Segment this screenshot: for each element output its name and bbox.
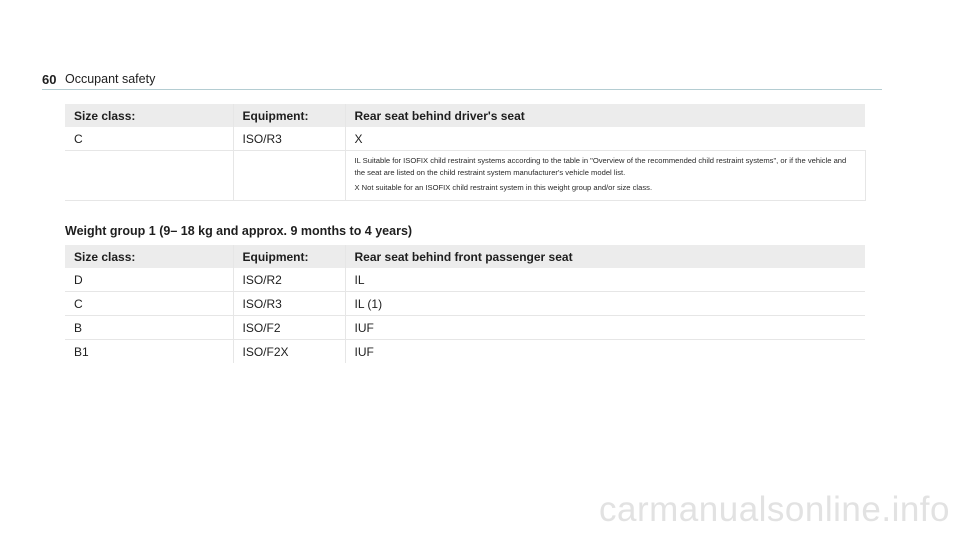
header-rule — [42, 89, 882, 90]
column-header-equipment: Equipment: — [233, 104, 345, 127]
page-header — [42, 68, 882, 90]
legend-note-x: X Not suitable for an ISOFIX child restraint system in this weight group and/or size class. — [354, 183, 653, 192]
table-header-row — [65, 245, 865, 268]
cell-size-class: C — [65, 292, 233, 316]
cell-suitability: IL — [345, 268, 865, 292]
empty-cell — [233, 151, 345, 201]
cell-size-class: D — [65, 268, 233, 292]
cell-equipment: ISO/F2 — [233, 316, 345, 340]
column-header-seat: Rear seat behind front passenger seat — [345, 245, 865, 268]
section-title: Occupant safety — [65, 72, 156, 86]
cell-equipment: ISO/R2 — [233, 268, 345, 292]
column-header-size-class: Size class: — [65, 245, 233, 268]
cell-size-class: C — [65, 127, 233, 151]
column-header-size-class: Size class: — [65, 104, 233, 127]
column-header-seat: Rear seat behind driver's seat — [345, 104, 865, 127]
cell-suitability: X — [345, 127, 865, 151]
cell-suitability: IUF — [345, 340, 865, 364]
legend-notes — [345, 151, 865, 201]
table-row — [65, 340, 865, 364]
weight-group-heading: Weight group 1 (9– 18 kg and approx. 9 months to 4 years) — [65, 224, 413, 238]
table-row — [65, 316, 865, 340]
cell-suitability: IL (1) — [345, 292, 865, 316]
empty-cell — [65, 151, 233, 201]
legend-note-il: IL Suitable for ISOFIX child restraint systems according to the table in "Overview of the recommended child restraint systems", or if the vehicle and the seat are listed on the child restraint system manufacturer's vehicle model list. — [354, 156, 847, 177]
cell-size-class: B1 — [74, 344, 89, 359]
cell-equipment: ISO/F2X — [233, 340, 345, 364]
watermark: carmanualsonline.info — [599, 490, 950, 529]
table-notes-row — [65, 151, 865, 201]
table-row — [65, 292, 865, 316]
column-header-equipment: Equipment: — [233, 245, 345, 268]
cell-suitability: IUF — [345, 316, 865, 340]
table-rear-seat-passenger — [65, 245, 865, 363]
table-header-row — [65, 104, 865, 127]
cell-equipment: ISO/R3 — [233, 292, 345, 316]
table-row — [65, 127, 865, 151]
cell-size-class: B — [65, 316, 233, 340]
cell-equipment: ISO/R3 — [233, 127, 345, 151]
table-row — [65, 268, 865, 292]
page-number: 60 — [42, 72, 57, 87]
table-rear-seat-driver — [65, 104, 866, 201]
